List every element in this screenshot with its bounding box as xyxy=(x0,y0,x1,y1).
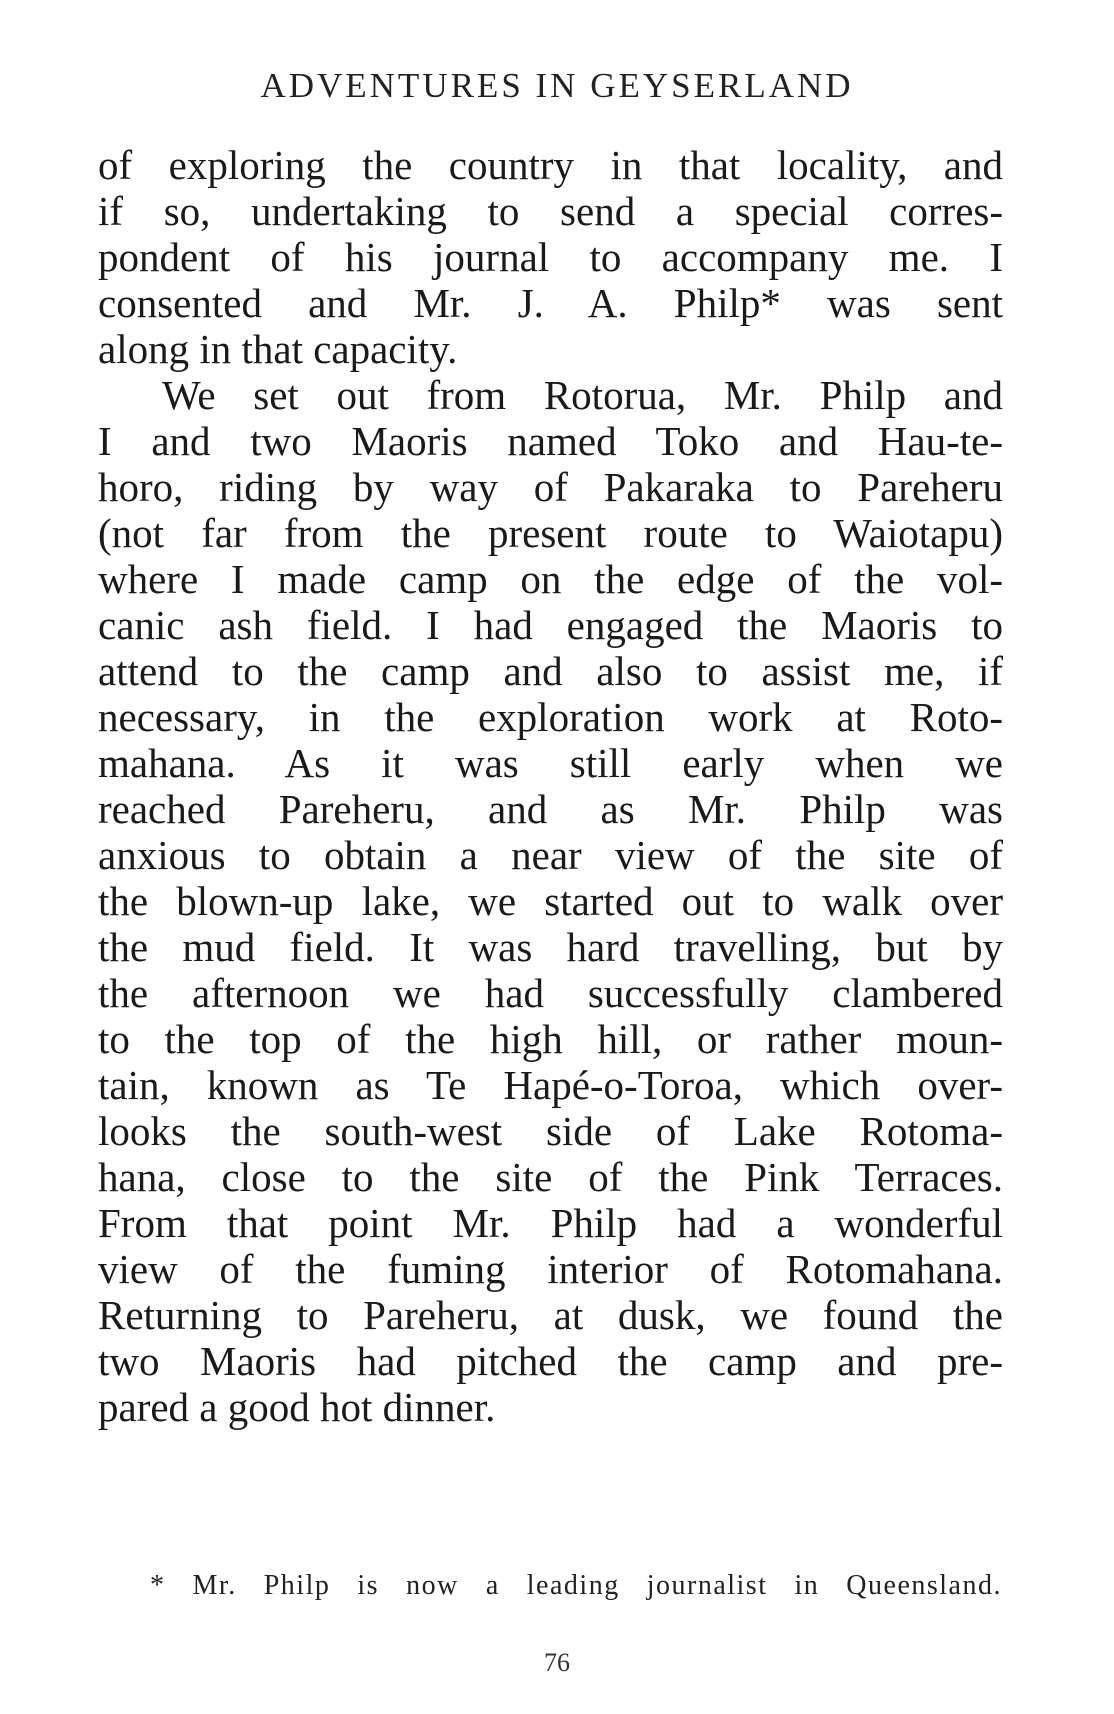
body-line: consented and Mr. J. A. Philp* was sent xyxy=(98,280,1003,326)
body-line: of exploring the country in that locality, and xyxy=(98,142,1003,188)
body-line: Returning to Pareheru, at dusk, we found the xyxy=(98,1292,1003,1338)
body-line: looks the south-west side of Lake Rotoma- xyxy=(98,1108,1003,1154)
body-line: pared a good hot dinner. xyxy=(98,1384,496,1430)
page-number: 76 xyxy=(544,1648,570,1677)
body-line: view of the fuming interior of Rotomahana. xyxy=(98,1246,1003,1292)
running-head: ADVENTURES IN GEYSERLAND xyxy=(260,66,854,105)
body-line: (not far from the present route to Waiotapu) xyxy=(98,510,1003,556)
body-line: canic ash field. I had engaged the Maoris to xyxy=(98,602,1003,648)
body-line: horo, riding by way of Pakaraka to Pareheru xyxy=(98,464,1003,510)
body-line: two Maoris had pitched the camp and pre- xyxy=(98,1338,1003,1384)
body-line: if so, undertaking to send a special corres- xyxy=(98,188,1003,234)
body-line: From that point Mr. Philp had a wonderful xyxy=(98,1200,1003,1246)
body-line: the mud field. It was hard travelling, but by xyxy=(98,924,1003,970)
body-line: hana, close to the site of the Pink Terraces. xyxy=(98,1154,1003,1200)
body-line: the afternoon we had successfully clambered xyxy=(98,970,1003,1016)
body-line: mahana. As it was still early when we xyxy=(98,740,1003,786)
body-line: attend to the camp and also to assist me, if xyxy=(98,648,1003,694)
footnote: * Mr. Philp is now a leading journalist in Queensland. xyxy=(150,1570,1002,1601)
body-line: the blown-up lake, we started out to walk over xyxy=(98,878,1003,924)
body-line: tain, known as Te Hapé-o-Toroa, which over- xyxy=(98,1062,1003,1108)
body-line: to the top of the high hill, or rather moun- xyxy=(98,1016,1003,1062)
body-line: necessary, in the exploration work at Roto- xyxy=(98,694,1003,740)
body-line: reached Pareheru, and as Mr. Philp was xyxy=(98,786,1003,832)
body-line: where I made camp on the edge of the vol- xyxy=(98,556,1003,602)
body-line: pondent of his journal to accompany me. I xyxy=(98,234,1003,280)
body-line: I and two Maoris named Toko and Hau-te- xyxy=(98,418,1003,464)
body-line-indented: We set out from Rotorua, Mr. Philp and xyxy=(162,372,1003,418)
body-line: along in that capacity. xyxy=(98,326,458,372)
body-line: anxious to obtain a near view of the site of xyxy=(98,832,1003,878)
